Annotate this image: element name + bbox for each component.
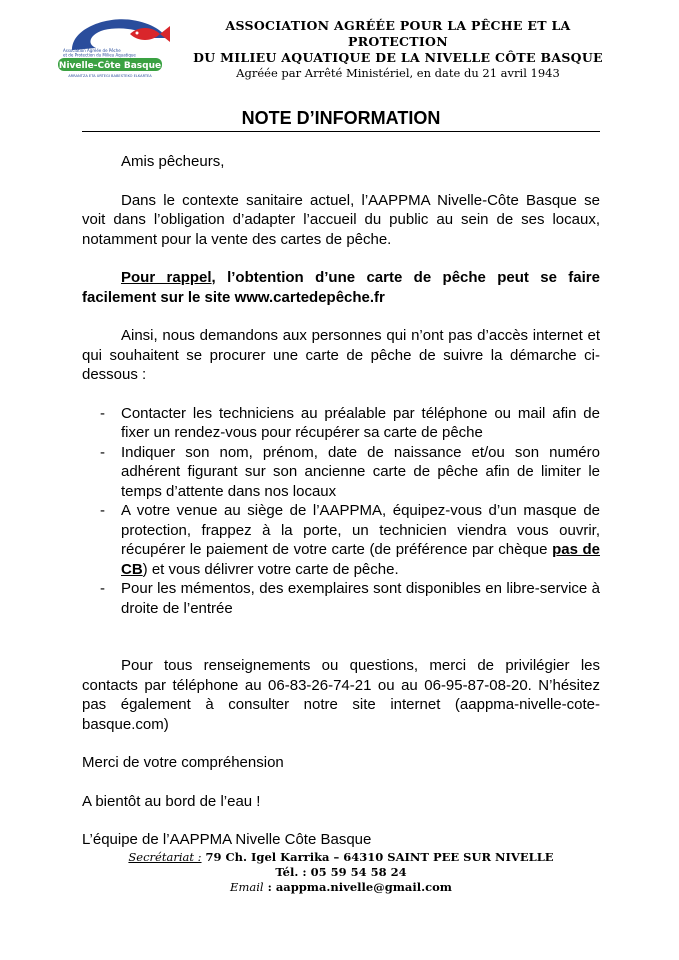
footer-address-line bbox=[82, 850, 600, 865]
dash-bullet: - bbox=[100, 404, 105, 422]
procedure-list bbox=[82, 404, 600, 619]
paragraph-context: Dans le contexte sanitaire actuel, l’AAPPMA Nivelle-Côte Basque se voit dans l’obligation d’adapter l’accueil du public au sein de ses locaux, notamment pour la vente des cartes de pêche. bbox=[82, 191, 600, 248]
paragraph-contacts: Pour tous renseignements ou questions, merci de privilégier les contacts par téléphone au 06-83-26-74-21 ou au 06-95-87-08-20. N’hésitez pas également à consulter notre site internet (aappma-nivelle-cote-basque.com) bbox=[82, 657, 600, 733]
footer-address: 79 Ch. Igel Karrika – 64310 SAINT PEE SUR NIVELLE bbox=[201, 850, 554, 864]
list-item-text: Pour les mémentos, des exemplaires sont disponibles en libre-service à droite de l’entrée bbox=[121, 580, 600, 617]
association-header bbox=[178, 18, 618, 81]
dash-bullet: - bbox=[100, 443, 105, 461]
association-line-3: Agréée par Arrêté Ministériel, en date du 21 avril 1943 bbox=[236, 66, 560, 80]
dash-bullet: - bbox=[100, 580, 105, 597]
association-logo bbox=[52, 8, 180, 88]
list-item bbox=[82, 443, 600, 502]
paragraph-procedure: Ainsi, nous demandons aux personnes qui n’ont pas d’accès internet et qui souhaitent se procurer une carte de pêche de suivre la démarche ci-dessous : bbox=[82, 327, 600, 383]
list-item-text: Indiquer son nom, prénom, date de naissance et/ou son numéro adhérent figurant sur son ancienne carte de pêche afin de limiter le temps d’attente dans nos locaux bbox=[121, 443, 600, 500]
association-line-2: DU MILIEU AQUATIQUE DE LA NIVELLE CÔTE BASQUE bbox=[193, 50, 603, 65]
footer-email-line bbox=[82, 880, 600, 895]
footer-phone: Tél. : 05 59 54 58 24 bbox=[275, 865, 407, 879]
logo-text-line-3: Nivelle-Côte Basque bbox=[58, 61, 162, 71]
logo-text-line-4: ARRANTZA ETA URTEGI BABESTEKO ELKARTEA bbox=[68, 74, 152, 78]
dash-bullet: - bbox=[100, 502, 105, 519]
logo-text-line-1: Association Agréée de Pêche bbox=[63, 48, 121, 53]
list-item bbox=[82, 404, 600, 443]
signature-line: L’équipe de l’AAPPMA Nivelle Côte Basque bbox=[82, 831, 372, 848]
goodbye-line: A bientôt au bord de l’eau ! bbox=[82, 792, 261, 810]
reminder-text: , l’obtention d’une carte de pêche peut se faire facilement sur le site www.cartedepêche.fr bbox=[82, 269, 600, 306]
list-item bbox=[82, 579, 600, 618]
no-card-emphasis: pas de CB bbox=[121, 541, 600, 578]
list-item bbox=[82, 501, 600, 579]
logo-text-line-2: et de Protection du Milieu Aquatique bbox=[63, 52, 136, 58]
list-item-text: A votre venue au siège de l’AAPPMA, équipez-vous d’un masque de protection, frappez à la porte, un technicien viendra vous ouvrir, récupérer le paiement de votre carte (de préférence par chèque bbox=[121, 502, 600, 558]
email-label: Email bbox=[230, 880, 264, 894]
paragraph-reminder bbox=[82, 268, 600, 307]
footer-contact bbox=[82, 850, 600, 895]
title-underline bbox=[82, 131, 600, 132]
reminder-label: Pour rappel bbox=[121, 269, 212, 286]
secretariat-label: Secrétariat : bbox=[128, 850, 202, 864]
association-line-1: ASSOCIATION AGRÉÉE POUR LA PÊCHE ET LA PROTECTION bbox=[225, 18, 571, 49]
list-item-text: Contacter les techniciens au préalable par téléphone ou mail afin de fixer un rendez-vous pour récupérer sa carte de pêche bbox=[121, 404, 600, 441]
note-body bbox=[82, 152, 600, 850]
thanks-line: Merci de votre compréhension bbox=[82, 754, 284, 771]
fish-tail-icon bbox=[160, 26, 170, 42]
greeting: Amis pêcheurs, bbox=[121, 153, 225, 170]
list-item-text-end: ) et vous délivrer votre carte de pêche. bbox=[142, 560, 399, 578]
footer-email: : aappma.nivelle@gmail.com bbox=[263, 880, 452, 894]
page-title: NOTE D’INFORMATION bbox=[241, 108, 441, 128]
